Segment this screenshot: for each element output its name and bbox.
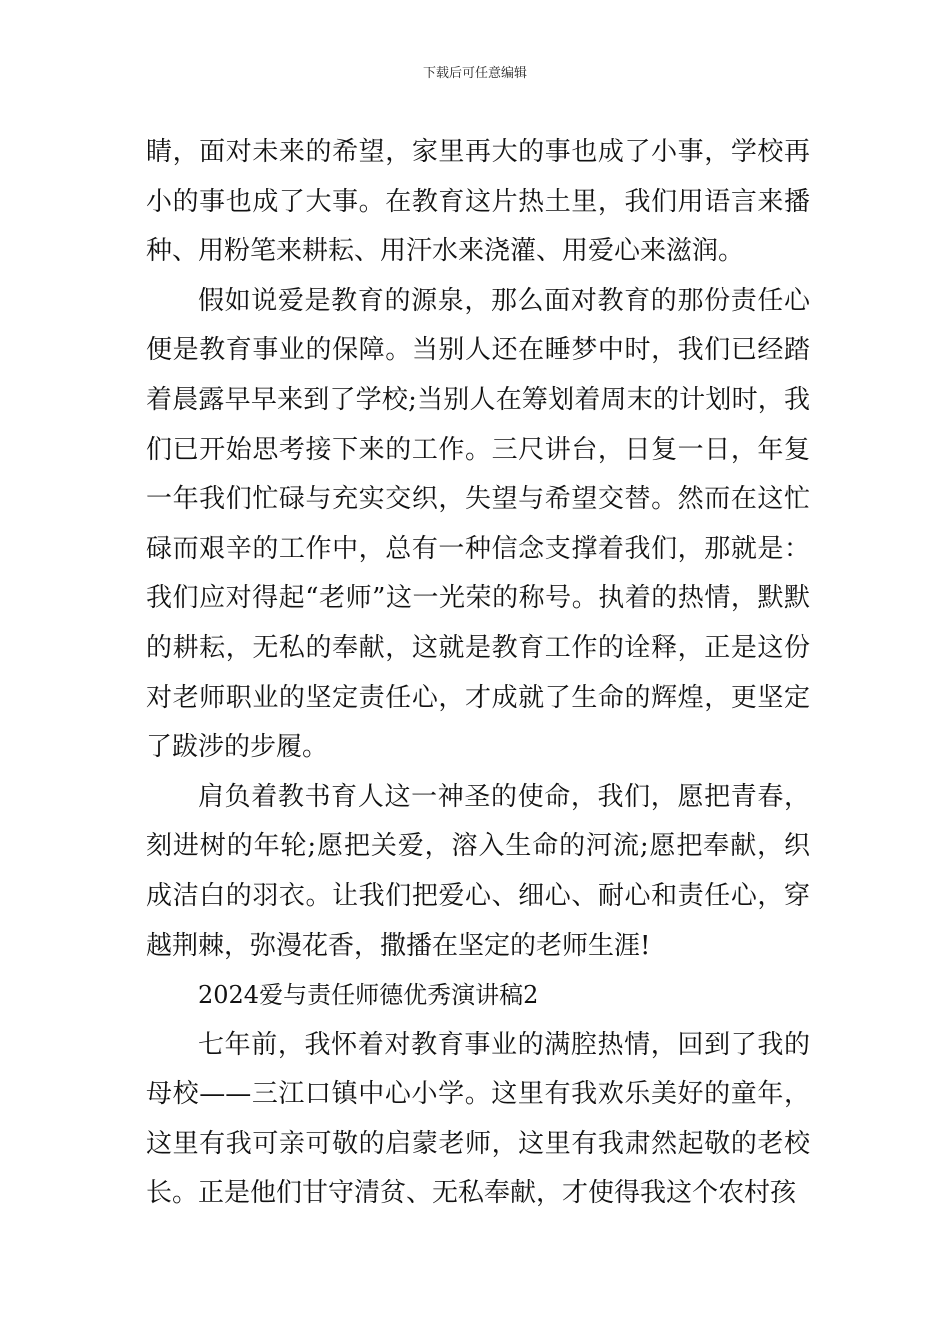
paragraph-continuation: 睛，面对未来的希望，家里再大的事也成了小事，学校再小的事也成了大事。在教育这片热土里，我们用语言来播种、用粉笔来耕耘、用汗水来浇灌、用爱心来滋润。 — [146, 137, 810, 267]
paragraph-mission: 肩负着教书育人这一神圣的使命，我们，愿把青春，刻进树的年轮;愿把关爱，溶入生命的河流;愿把奉献，织成洁白的羽衣。让我们把爱心、细心、耐心和责任心，穿越荆棘，弥漫花香，撒播在坚定的老师生涯! — [146, 781, 810, 961]
section-title: 2024爱与责任师德优秀演讲稿2 — [198, 981, 539, 1010]
document-body — [146, 128, 810, 1219]
paragraph-responsibility: 假如说爱是教育的源泉，那么面对教育的那份责任心便是教育事业的保障。当别人还在睡梦中时，我们已经踏着晨露早早来到了学校;当别人在筹划着周末的计划时，我们已开始思考接下来的工作。三尺讲台，日复一日，年复一年我们忙碌与充实交织，失望与希望交替。然而在这忙碌而艰辛的工作中，总有一种信念支撑着我们，那就是：我们应对得起“老师”这一光荣的称号。执着的热情，默默的耕耘，无私的奉献，这就是教育工作的诠释，正是这份对老师职业的坚定责任心，才成就了生命的辉煌，更坚定了跋涉的步履。 — [146, 285, 810, 763]
page-header: 下载后可任意编辑 — [422, 66, 527, 81]
paragraph-seven-years: 七年前，我怀着对教育事业的满腔热情，回到了我的母校——三江口镇中心小学。这里有我欢乐美好的童年，这里有我可亲可敬的启蒙老师，这里有我肃然起敬的老校长。正是他们甘守清贫、无私奉献，才使得我这个农村孩 — [146, 1029, 810, 1209]
